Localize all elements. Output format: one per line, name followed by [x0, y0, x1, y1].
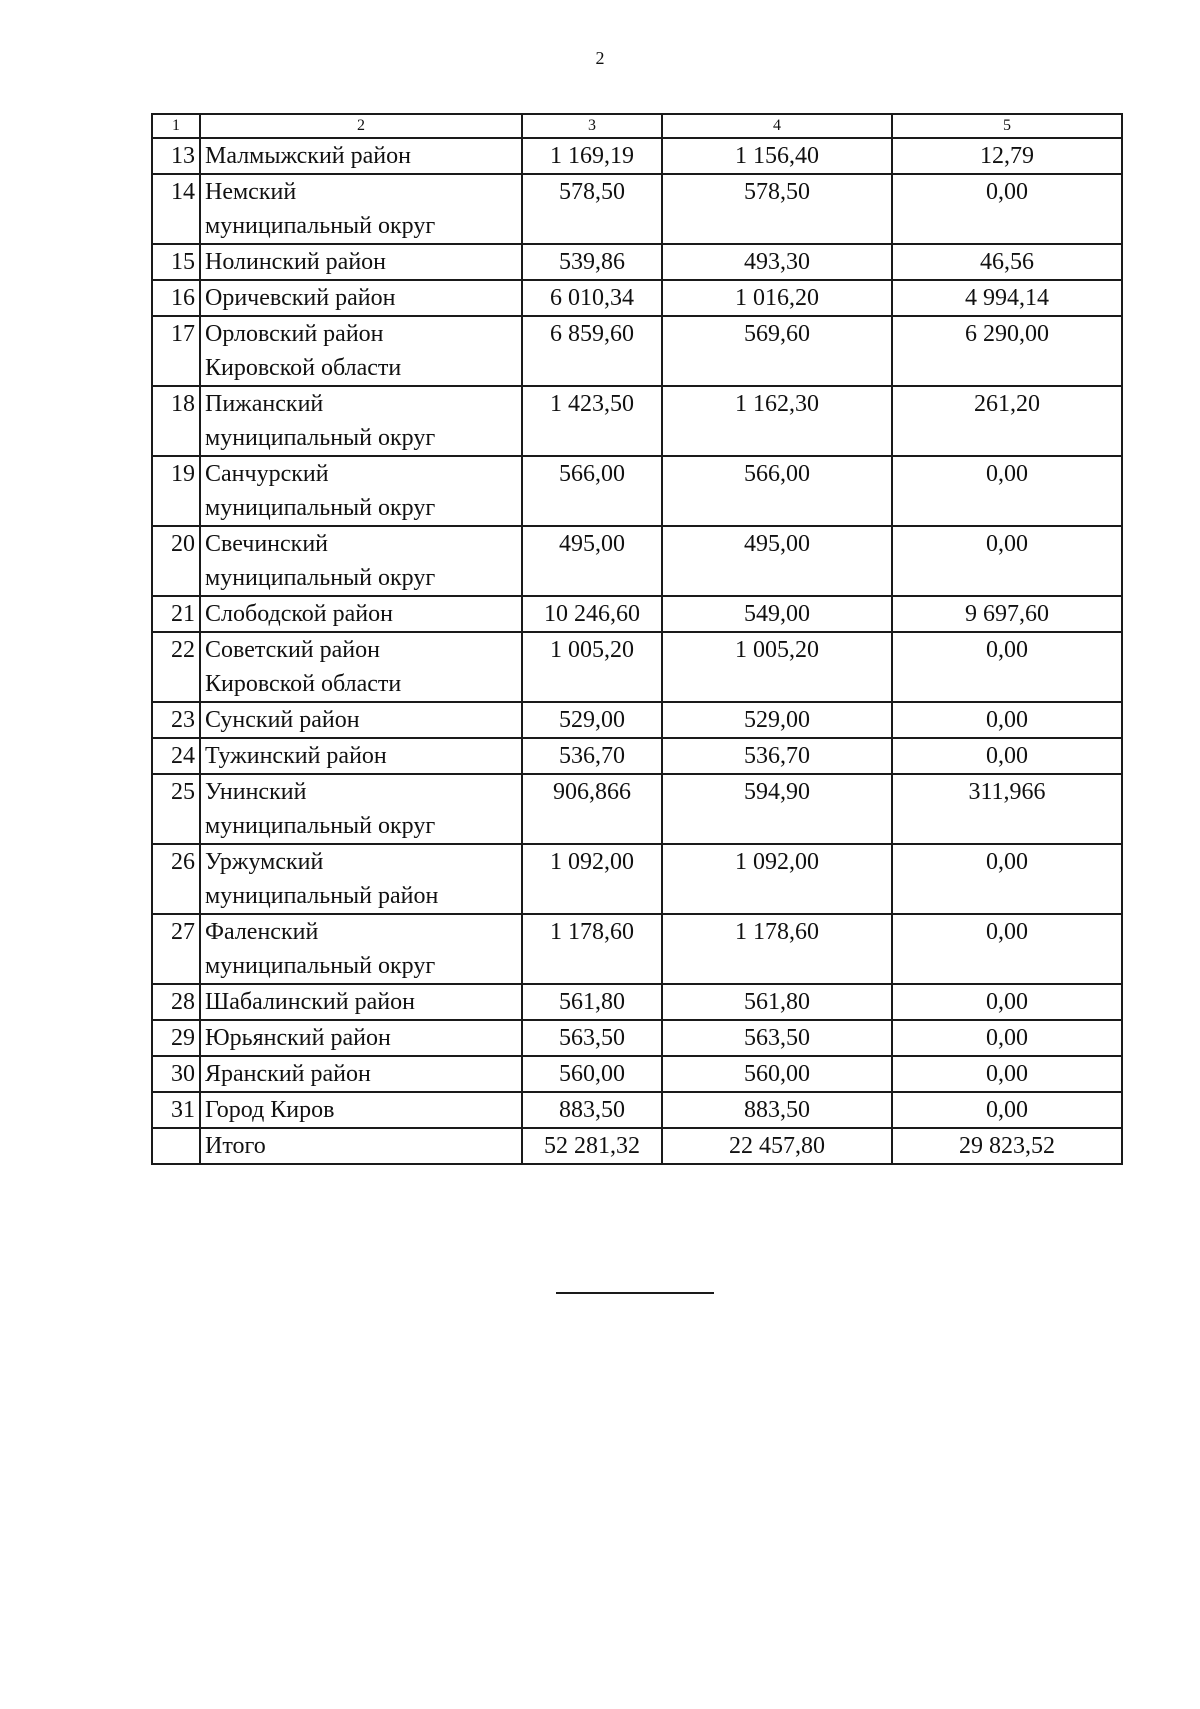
header-cell-4: 4 — [662, 114, 892, 138]
district-name-cell — [200, 1020, 522, 1056]
value-cell-c5: 46,56 — [892, 244, 1122, 280]
district-name-line: Кировской области — [205, 671, 402, 697]
header-cell-5: 5 — [892, 114, 1122, 138]
district-name-cell — [200, 386, 522, 456]
district-name-cell — [200, 280, 522, 316]
value-cell-c3: 1 178,60 — [522, 914, 662, 984]
value-cell-c5: 29 823,52 — [892, 1128, 1122, 1164]
value-cell-c3: 1 005,20 — [522, 632, 662, 702]
district-name-cell — [200, 174, 522, 244]
value-cell-c5: 0,00 — [892, 1092, 1122, 1128]
district-name-line: Уржумский — [205, 849, 324, 875]
value-cell-c5: 0,00 — [892, 1056, 1122, 1092]
value-cell-c3: 6 859,60 — [522, 316, 662, 386]
district-name-cell — [200, 244, 522, 280]
table-row — [152, 914, 1122, 984]
row-number: 31 — [152, 1092, 200, 1128]
district-name-line: Кировской области — [205, 355, 402, 381]
district-name-line: муниципальный округ — [205, 813, 436, 839]
district-name-line: Сунский район — [205, 707, 360, 733]
value-cell-c4: 883,50 — [662, 1092, 892, 1128]
row-number — [152, 1128, 200, 1164]
table-row — [152, 174, 1122, 244]
table-row — [152, 774, 1122, 844]
header-cell-1: 1 — [152, 114, 200, 138]
header-cell-2: 2 — [200, 114, 522, 138]
district-name-cell — [200, 596, 522, 632]
table-row — [152, 456, 1122, 526]
table-row — [152, 316, 1122, 386]
value-cell-c5: 0,00 — [892, 174, 1122, 244]
value-cell-c4: 1 092,00 — [662, 844, 892, 914]
district-name-line: Немский — [205, 179, 297, 205]
separator-line — [556, 1292, 714, 1294]
district-name-line: Тужинский район — [205, 743, 387, 769]
district-name-line: Город Киров — [205, 1097, 335, 1123]
value-cell-c3: 536,70 — [522, 738, 662, 774]
district-name-cell — [200, 738, 522, 774]
district-name-cell — [200, 1056, 522, 1092]
district-name-line: Фаленский — [205, 919, 319, 945]
value-cell-c3: 6 010,34 — [522, 280, 662, 316]
row-number: 24 — [152, 738, 200, 774]
district-name-line: муниципальный район — [205, 883, 439, 909]
row-number: 19 — [152, 456, 200, 526]
value-cell-c4: 1 178,60 — [662, 914, 892, 984]
value-cell-c5: 0,00 — [892, 702, 1122, 738]
value-cell-c5: 0,00 — [892, 844, 1122, 914]
district-name-cell — [200, 844, 522, 914]
row-number: 23 — [152, 702, 200, 738]
district-name-cell — [200, 456, 522, 526]
district-name-cell — [200, 138, 522, 174]
value-cell-c4: 561,80 — [662, 984, 892, 1020]
header-row — [152, 114, 1122, 138]
value-cell-c5: 0,00 — [892, 1020, 1122, 1056]
value-cell-c5: 4 994,14 — [892, 280, 1122, 316]
district-name-line: Юрьянский район — [205, 1025, 391, 1051]
value-cell-c5: 9 697,60 — [892, 596, 1122, 632]
district-name-line: Пижанский — [205, 391, 324, 417]
district-name-line: Итого — [205, 1133, 266, 1159]
value-cell-c4: 22 457,80 — [662, 1128, 892, 1164]
value-cell-c4: 560,00 — [662, 1056, 892, 1092]
district-name-line: муниципальный округ — [205, 495, 436, 521]
value-cell-c3: 566,00 — [522, 456, 662, 526]
value-cell-c3: 1 169,19 — [522, 138, 662, 174]
row-number: 30 — [152, 1056, 200, 1092]
table-row — [152, 386, 1122, 456]
total-row — [152, 1128, 1122, 1164]
district-name-line: Советский район — [205, 637, 380, 663]
value-cell-c4: 493,30 — [662, 244, 892, 280]
value-cell-c5: 0,00 — [892, 456, 1122, 526]
value-cell-c3: 578,50 — [522, 174, 662, 244]
district-name-line: Унинский — [205, 779, 307, 805]
value-cell-c5: 0,00 — [892, 984, 1122, 1020]
table-row — [152, 844, 1122, 914]
value-cell-c4: 594,90 — [662, 774, 892, 844]
district-name-line: Слободской район — [205, 601, 393, 627]
value-cell-c4: 536,70 — [662, 738, 892, 774]
district-name-line: муниципальный округ — [205, 425, 436, 451]
table-row — [152, 702, 1122, 738]
row-number: 18 — [152, 386, 200, 456]
row-number: 25 — [152, 774, 200, 844]
table-row — [152, 244, 1122, 280]
value-cell-c4: 549,00 — [662, 596, 892, 632]
district-name-line: муниципальный округ — [205, 953, 436, 979]
table-row — [152, 632, 1122, 702]
district-name-cell — [200, 632, 522, 702]
value-cell-c4: 1 005,20 — [662, 632, 892, 702]
data-table — [151, 113, 1123, 1165]
table-row — [152, 526, 1122, 596]
page-number: 2 — [595, 48, 605, 68]
district-name-cell — [200, 316, 522, 386]
row-number: 28 — [152, 984, 200, 1020]
value-cell-c4: 566,00 — [662, 456, 892, 526]
row-number: 27 — [152, 914, 200, 984]
value-cell-c3: 1 423,50 — [522, 386, 662, 456]
value-cell-c4: 563,50 — [662, 1020, 892, 1056]
district-name-cell — [200, 774, 522, 844]
value-cell-c3: 906,866 — [522, 774, 662, 844]
value-cell-c5: 0,00 — [892, 526, 1122, 596]
district-name-cell — [200, 1128, 522, 1164]
table-row — [152, 596, 1122, 632]
table-body — [152, 138, 1122, 1164]
table-row — [152, 280, 1122, 316]
district-name-line: Малмыжский район — [205, 143, 411, 169]
row-number: 15 — [152, 244, 200, 280]
district-name-line: Санчурский — [205, 461, 329, 487]
table-row — [152, 984, 1122, 1020]
value-cell-c4: 1 162,30 — [662, 386, 892, 456]
value-cell-c3: 495,00 — [522, 526, 662, 596]
value-cell-c4: 529,00 — [662, 702, 892, 738]
value-cell-c5: 12,79 — [892, 138, 1122, 174]
value-cell-c3: 1 092,00 — [522, 844, 662, 914]
value-cell-c5: 0,00 — [892, 738, 1122, 774]
district-name-cell — [200, 1092, 522, 1128]
table-row — [152, 1020, 1122, 1056]
row-number: 22 — [152, 632, 200, 702]
value-cell-c3: 539,86 — [522, 244, 662, 280]
header-cell-3: 3 — [522, 114, 662, 138]
value-cell-c4: 495,00 — [662, 526, 892, 596]
row-number: 21 — [152, 596, 200, 632]
district-name-cell — [200, 702, 522, 738]
district-name-line: муниципальный округ — [205, 213, 436, 239]
row-number: 14 — [152, 174, 200, 244]
district-name-line: Оричевский район — [205, 285, 396, 311]
value-cell-c5: 6 290,00 — [892, 316, 1122, 386]
value-cell-c4: 578,50 — [662, 174, 892, 244]
value-cell-c3: 10 246,60 — [522, 596, 662, 632]
district-name-line: муниципальный округ — [205, 565, 436, 591]
value-cell-c5: 311,966 — [892, 774, 1122, 844]
value-cell-c5: 261,20 — [892, 386, 1122, 456]
row-number: 13 — [152, 138, 200, 174]
table-row — [152, 138, 1122, 174]
value-cell-c5: 0,00 — [892, 914, 1122, 984]
value-cell-c3: 52 281,32 — [522, 1128, 662, 1164]
district-name-line: Яранский район — [205, 1061, 371, 1087]
table-row — [152, 1056, 1122, 1092]
row-number: 17 — [152, 316, 200, 386]
value-cell-c4: 1 016,20 — [662, 280, 892, 316]
table-row — [152, 738, 1122, 774]
row-number: 26 — [152, 844, 200, 914]
value-cell-c3: 561,80 — [522, 984, 662, 1020]
row-number: 16 — [152, 280, 200, 316]
value-cell-c4: 1 156,40 — [662, 138, 892, 174]
district-name-line: Свечинский — [205, 531, 329, 557]
district-name-line: Орловский район — [205, 321, 384, 347]
value-cell-c3: 883,50 — [522, 1092, 662, 1128]
row-number: 29 — [152, 1020, 200, 1056]
value-cell-c3: 529,00 — [522, 702, 662, 738]
district-name-line: Шабалинский район — [205, 989, 415, 1015]
district-name-line: Нолинский район — [205, 249, 387, 275]
table-row — [152, 1092, 1122, 1128]
district-name-cell — [200, 984, 522, 1020]
value-cell-c5: 0,00 — [892, 632, 1122, 702]
row-number: 20 — [152, 526, 200, 596]
district-name-cell — [200, 914, 522, 984]
district-name-cell — [200, 526, 522, 596]
value-cell-c3: 563,50 — [522, 1020, 662, 1056]
value-cell-c3: 560,00 — [522, 1056, 662, 1092]
value-cell-c4: 569,60 — [662, 316, 892, 386]
